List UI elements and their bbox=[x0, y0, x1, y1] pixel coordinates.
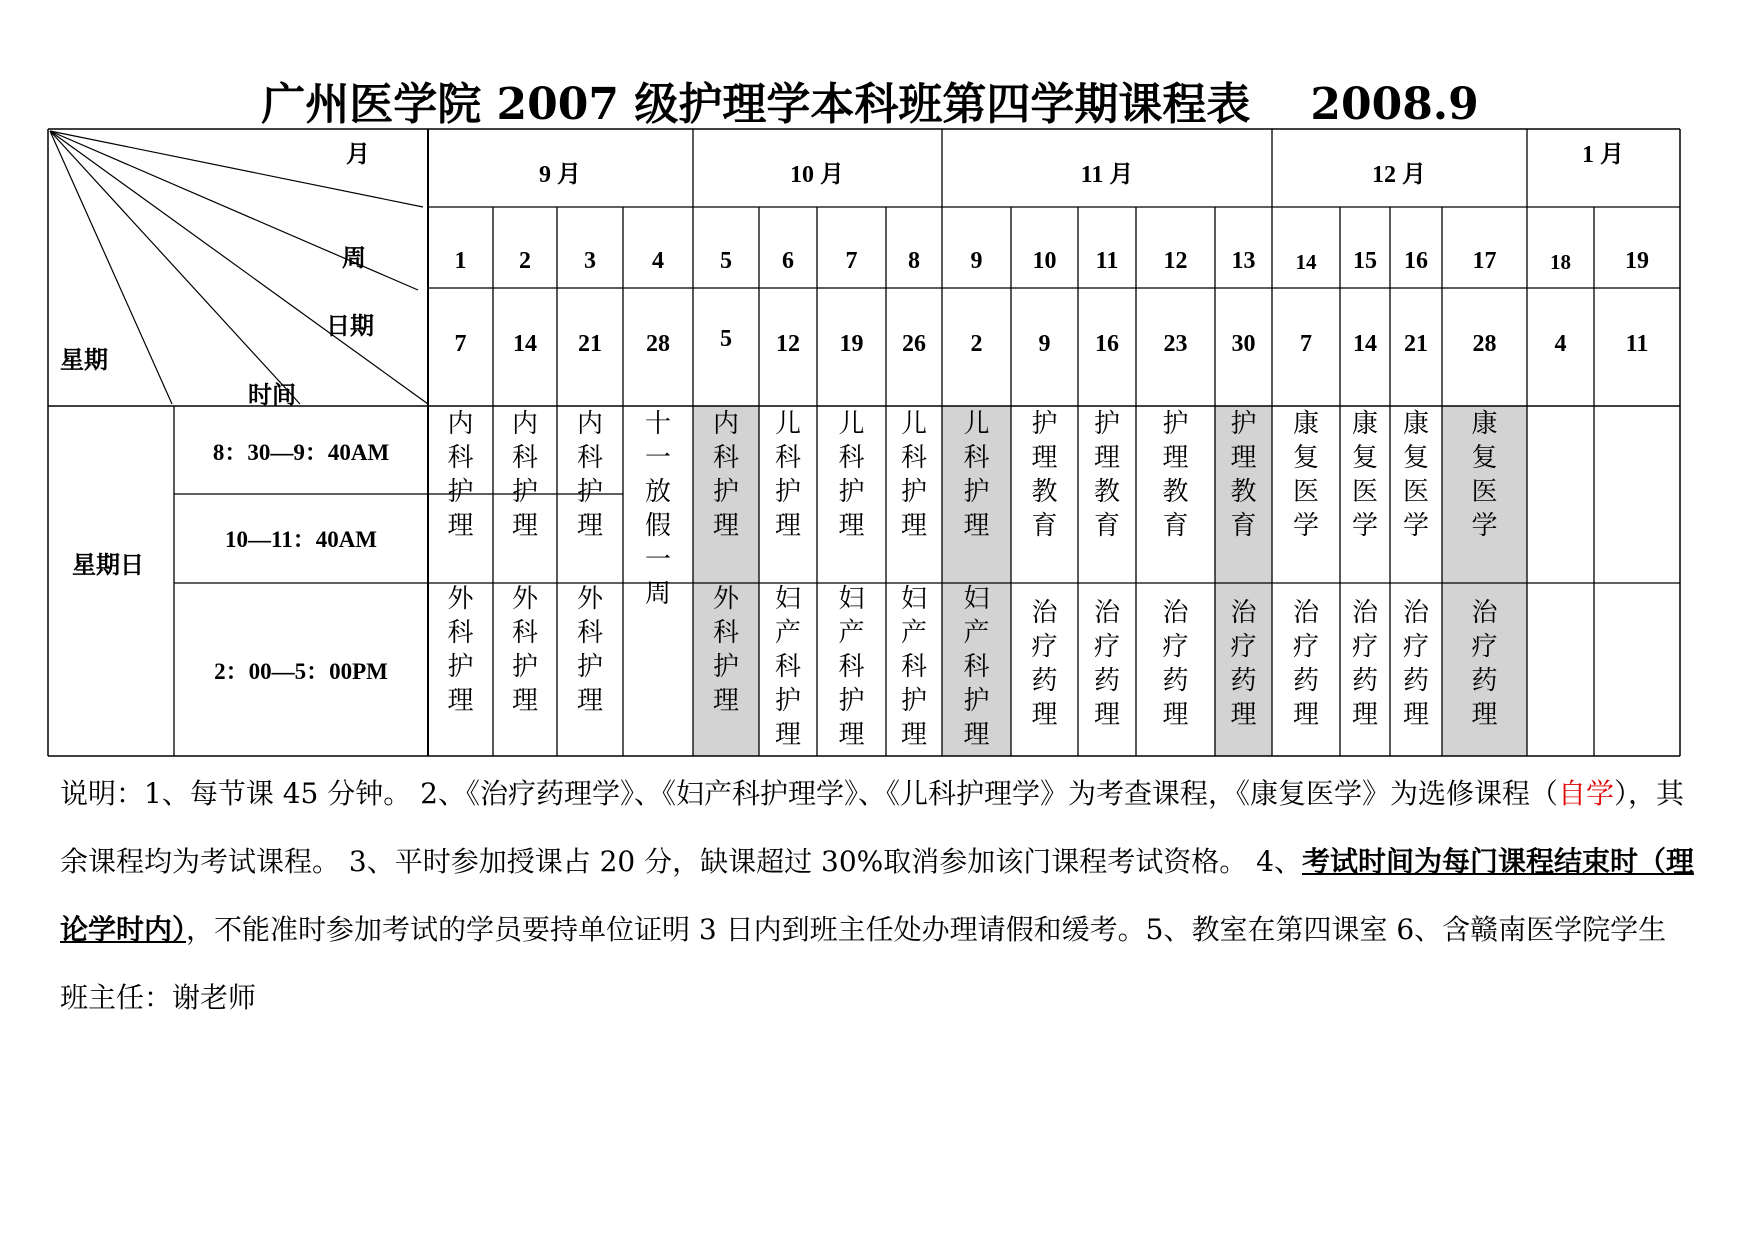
afternoon-course: 外科护理 bbox=[712, 584, 739, 716]
month-header: 9 月 bbox=[539, 162, 581, 188]
afternoon-course: 治疗药理 bbox=[1351, 598, 1378, 730]
morning-course: 护理教育 bbox=[1031, 409, 1058, 541]
morning-course: 护理教育 bbox=[1230, 409, 1257, 541]
morning-course: 儿科护理 bbox=[774, 409, 801, 541]
week-number: 8 bbox=[908, 248, 920, 274]
afternoon-course: 妇产科护理 bbox=[963, 584, 990, 750]
date-number: 30 bbox=[1231, 331, 1256, 357]
self-study-note: 自学 bbox=[1557, 777, 1614, 810]
week-number: 14 bbox=[1295, 250, 1317, 274]
date-number: 7 bbox=[454, 331, 467, 357]
exam-time-note: 考试时间为每门课程结束时（理论学时内） bbox=[60, 845, 1695, 946]
afternoon-course: 妇产科护理 bbox=[900, 584, 927, 750]
morning-course: 内科护理 bbox=[511, 409, 538, 541]
date-number: 26 bbox=[902, 331, 926, 357]
date-number: 28 bbox=[646, 331, 670, 357]
time-slot: 2：00—5：00PM bbox=[214, 659, 388, 684]
date-number: 19 bbox=[839, 331, 864, 357]
week-number: 18 bbox=[1550, 250, 1571, 274]
head-teacher: 班主任：谢老师 bbox=[60, 981, 257, 1014]
week-number: 1 bbox=[454, 248, 467, 274]
week-number: 12 bbox=[1163, 248, 1188, 274]
afternoon-course: 治疗药理 bbox=[1230, 598, 1257, 730]
month-header: 11 月 bbox=[1080, 162, 1134, 188]
morning-course: 儿科护理 bbox=[900, 409, 927, 541]
date-number: 4 bbox=[1554, 331, 1567, 357]
week-number: 10 bbox=[1032, 248, 1057, 274]
date-number: 16 bbox=[1095, 331, 1119, 357]
week-number: 9 bbox=[970, 248, 983, 274]
morning-course: 护理教育 bbox=[1093, 409, 1120, 541]
date-number: 21 bbox=[1404, 331, 1428, 357]
week-number: 15 bbox=[1353, 248, 1377, 274]
afternoon-course: 外科护理 bbox=[447, 584, 474, 716]
time-slot: 8：30—9：40AM bbox=[212, 440, 390, 465]
date-number: 5 bbox=[720, 326, 732, 352]
week-number: 17 bbox=[1472, 248, 1497, 274]
afternoon-course: 妇产科护理 bbox=[838, 584, 865, 750]
morning-course: 护理教育 bbox=[1162, 409, 1189, 541]
afternoon-course: 外科护理 bbox=[511, 584, 538, 716]
morning-course: 儿科护理 bbox=[963, 409, 990, 541]
date-number: 7 bbox=[1300, 331, 1312, 357]
morning-course: 十一放假一周 bbox=[644, 409, 671, 609]
afternoon-course: 治疗药理 bbox=[1471, 598, 1498, 730]
day-label: 星期日 bbox=[72, 553, 144, 579]
week-number: 5 bbox=[720, 248, 732, 274]
month-header: 1 月 bbox=[1582, 142, 1624, 168]
date-number: 28 bbox=[1472, 331, 1497, 357]
corner-week-label: 周 bbox=[342, 246, 366, 272]
morning-course: 内科护理 bbox=[712, 409, 739, 541]
date-number: 21 bbox=[578, 331, 602, 357]
morning-course: 内科护理 bbox=[576, 409, 603, 541]
morning-course: 内科护理 bbox=[447, 409, 474, 541]
corner-month-label: 月 bbox=[346, 142, 370, 168]
morning-course: 儿科护理 bbox=[838, 409, 865, 541]
date-number: 14 bbox=[1353, 331, 1377, 357]
date-number: 2 bbox=[970, 331, 983, 357]
week-number: 19 bbox=[1625, 248, 1649, 274]
date-number: 14 bbox=[513, 331, 537, 357]
morning-course: 康复医学 bbox=[1292, 409, 1319, 541]
afternoon-course: 妇产科护理 bbox=[774, 584, 801, 750]
week-number: 11 bbox=[1095, 248, 1119, 274]
date-number: 23 bbox=[1163, 331, 1188, 357]
corner-weekday-label: 星期 bbox=[60, 348, 108, 374]
week-number: 16 bbox=[1404, 248, 1428, 274]
afternoon-course: 外科护理 bbox=[576, 584, 603, 716]
month-header: 12 月 bbox=[1372, 162, 1426, 188]
morning-course: 康复医学 bbox=[1351, 409, 1378, 541]
corner-time-label: 时间 bbox=[248, 383, 296, 409]
notes bbox=[60, 760, 1700, 1032]
afternoon-course: 治疗药理 bbox=[1402, 598, 1429, 730]
date-number: 12 bbox=[776, 331, 800, 357]
week-number: 13 bbox=[1231, 248, 1256, 274]
week-number: 6 bbox=[782, 248, 794, 274]
week-number: 2 bbox=[519, 248, 531, 274]
week-number: 7 bbox=[845, 248, 858, 274]
morning-course: 康复医学 bbox=[1471, 409, 1498, 541]
title-date: 2008.9 bbox=[1310, 79, 1479, 130]
month-header: 10 月 bbox=[790, 162, 844, 188]
notes-paragraph: 说明：1、每节课 45 分钟。 2、《治疗药理学》、《妇产科护理学》、《儿科护理学》为考查课程，《康复医学》为选修课程（自学），其余课程均为考试课程。 3、平时参加授课占 20 分，缺课超过 30%取消参加该门课程考试资格。 4、考试时间为每门课程结束时（理论学时内），不能准时参加考试的学员要持单位证明 3 日内到班主任处办理请假和缓考。5、教室在第四课室 6、含赣南医学院学生 bbox=[60, 777, 1695, 946]
afternoon-course: 治疗药理 bbox=[1031, 598, 1058, 730]
morning-course: 康复医学 bbox=[1402, 409, 1429, 541]
afternoon-course: 治疗药理 bbox=[1162, 598, 1189, 730]
afternoon-course: 治疗药理 bbox=[1292, 598, 1319, 730]
afternoon-course: 治疗药理 bbox=[1093, 598, 1120, 730]
date-number: 11 bbox=[1625, 331, 1649, 357]
title-main: 广州医学院 2007 级护理学本科班第四学期课程表 bbox=[261, 79, 1251, 130]
date-number: 9 bbox=[1038, 331, 1051, 357]
corner-date-label: 日期 bbox=[326, 314, 374, 340]
week-number: 3 bbox=[584, 248, 596, 274]
time-slot: 10—11：40AM bbox=[224, 527, 378, 552]
week-number: 4 bbox=[652, 248, 664, 274]
